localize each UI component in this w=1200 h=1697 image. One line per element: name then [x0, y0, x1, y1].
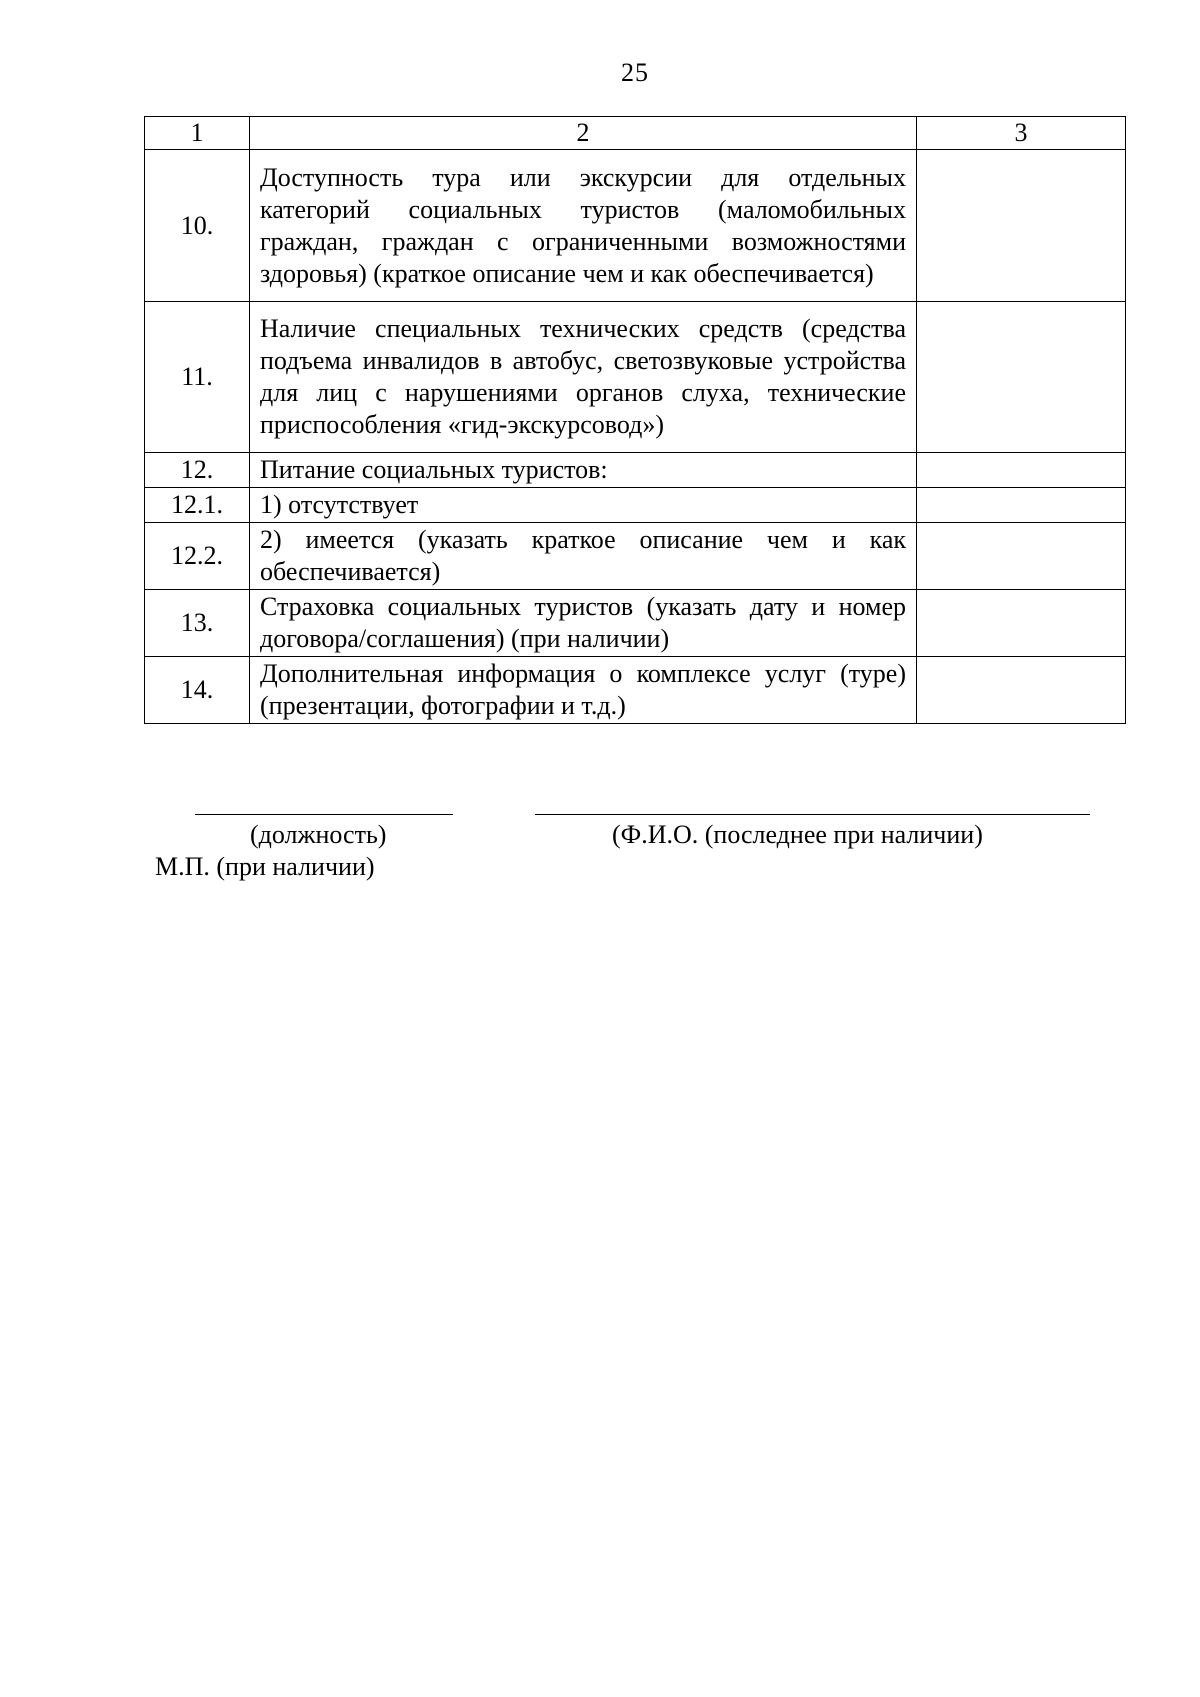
table-header-row — [145, 117, 1126, 150]
column-header-2: 2 — [250, 117, 917, 150]
row-value-cell — [917, 150, 1126, 302]
table-row — [145, 488, 1126, 523]
table-row — [145, 302, 1126, 453]
row-number: 13. — [145, 590, 250, 657]
table-row — [145, 590, 1126, 657]
row-description: Дополнительная информация о комплексе услуг (туре) (презентации, фотографии и т.д.) — [250, 657, 917, 724]
position-signature-line — [195, 814, 453, 815]
row-description: Питание социальных туристов: — [250, 453, 917, 488]
row-value-cell — [917, 453, 1126, 488]
row-description: 1) отсутствует — [250, 488, 917, 523]
row-number: 11. — [145, 302, 250, 453]
row-number: 10. — [145, 150, 250, 302]
row-number: 12.1. — [145, 488, 250, 523]
table-row — [145, 453, 1126, 488]
row-description: Страховка социальных туристов (указать дату и номер договора/соглашения) (при наличии) — [250, 590, 917, 657]
stamp-note: М.П. (при наличии) — [155, 852, 375, 881]
row-value-cell — [917, 523, 1126, 590]
position-caption: (должность) — [250, 820, 387, 849]
table-row — [145, 150, 1126, 302]
row-description: Наличие специальных технических средств (средства подъема инвалидов в автобус, светозвуковые устройства для лиц с нарушениями органов слуха, технические приспособления «гид-экскурсовод») — [250, 302, 917, 453]
row-description: 2) имеется (указать краткое описание чем и как обеспечивается) — [250, 523, 917, 590]
row-value-cell — [917, 657, 1126, 724]
row-value-cell — [917, 488, 1126, 523]
document-table — [144, 116, 1126, 724]
row-number: 14. — [145, 657, 250, 724]
name-signature-line — [535, 814, 1090, 815]
column-header-3: 3 — [917, 117, 1126, 150]
table-row — [145, 523, 1126, 590]
row-value-cell — [917, 302, 1126, 453]
row-description: Доступность тура или экскурсии для отдельных категорий социальных туристов (маломобильных граждан, граждан с ограниченными возможностями здоровья) (краткое описание чем и как обеспечивается) — [250, 150, 917, 302]
row-number: 12. — [145, 453, 250, 488]
page-number: 25 — [621, 58, 649, 87]
table-row — [145, 657, 1126, 724]
column-header-1: 1 — [145, 117, 250, 150]
row-value-cell — [917, 590, 1126, 657]
name-caption: (Ф.И.О. (последнее при наличии) — [612, 820, 983, 849]
row-number: 12.2. — [145, 523, 250, 590]
